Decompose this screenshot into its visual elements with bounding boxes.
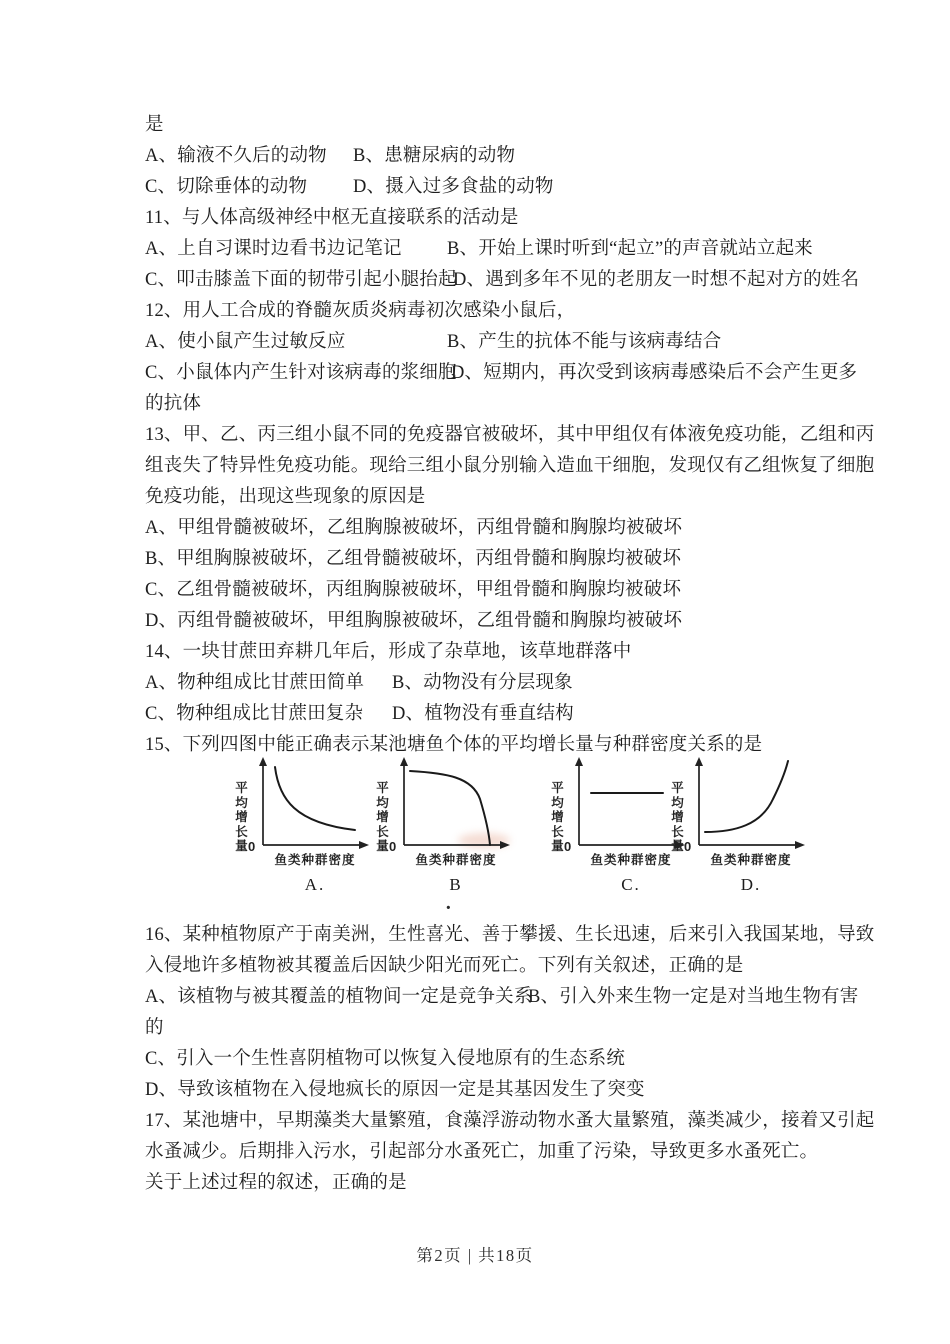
text-line bbox=[145, 575, 850, 606]
graph-axes bbox=[685, 757, 809, 853]
graph-option-letter: D. bbox=[740, 875, 762, 894]
text-line bbox=[145, 920, 875, 951]
text-segment: A、使小鼠产生过敏反应 bbox=[145, 332, 346, 352]
text-segment: 的 bbox=[145, 1018, 164, 1038]
text-line bbox=[145, 544, 850, 575]
graph-x-axis-label: 鱼类种群密度 bbox=[274, 853, 356, 867]
text-line bbox=[145, 1137, 850, 1168]
text-line bbox=[145, 234, 850, 265]
text-segment: D、导致该植物在入侵地疯长的原因一定是其基因发生了突变 bbox=[145, 1080, 645, 1100]
graph-cell-D bbox=[670, 757, 810, 895]
graph-curve-increasing bbox=[705, 761, 788, 832]
text-line bbox=[145, 327, 850, 358]
graph-option-letter: C. bbox=[621, 875, 641, 894]
text-segment: 的抗体 bbox=[145, 394, 202, 414]
graph-origin-label: 0 bbox=[564, 839, 572, 854]
question-15-graphs-row bbox=[230, 757, 855, 919]
text-segment: B、产生的抗体不能与该病毒结合 bbox=[447, 332, 722, 352]
text-segment: B、动物没有分层现象 bbox=[392, 673, 573, 693]
text-segment: C、引入一个生性喜阴植物可以恢复入侵地原有的生态系统 bbox=[145, 1049, 626, 1069]
text-block-questions-10-15 bbox=[145, 110, 875, 761]
text-segment: B、甲组胸腺被破坏，乙组骨髓被破坏，丙组骨髓和胸腺均被破坏 bbox=[145, 549, 682, 569]
graph-plot-area bbox=[390, 757, 514, 895]
text-segment: 13、甲、乙、丙三组小鼠不同的免疫器官被破坏，其中甲组仅有体液免疫功能，乙组和丙 bbox=[145, 425, 875, 445]
text-line bbox=[145, 451, 875, 482]
text-segment: D、植物没有垂直结构 bbox=[392, 704, 574, 724]
text-line bbox=[145, 265, 860, 296]
graph-origin-label: 0 bbox=[389, 839, 397, 854]
text-line bbox=[145, 1044, 850, 1075]
graph-plot-area bbox=[685, 757, 809, 895]
text-segment: C、切除垂体的动物 bbox=[145, 177, 308, 197]
graph-cell-A bbox=[234, 757, 374, 895]
text-line bbox=[145, 699, 850, 730]
text-segment: 16、某种植物原产于南美洲，生性喜光、善于攀援、生长迅速，后来引入我国某地，导致 bbox=[145, 925, 875, 945]
graph-curve-decreasing bbox=[275, 767, 355, 830]
graph-plot-area bbox=[249, 757, 373, 895]
graph-axes bbox=[390, 757, 514, 853]
text-segment: A、甲组骨髓被破坏，乙组胸腺被破坏，丙组骨髓和胸腺均被破坏 bbox=[145, 518, 683, 538]
graph-x-axis-label: 鱼类种群密度 bbox=[590, 853, 672, 867]
graph-y-axis-label: 平 均 增 长 量 bbox=[235, 781, 248, 853]
text-line bbox=[145, 358, 858, 389]
graph-cell-C bbox=[550, 757, 690, 895]
text-line bbox=[145, 141, 850, 172]
text-segment: 11、与人体高级神经中枢无直接联系的活动是 bbox=[145, 208, 519, 228]
text-line bbox=[145, 482, 850, 513]
text-segment: 入侵地许多植物被其覆盖后因缺少阳光而死亡。下列有关叙述，正确的是 bbox=[145, 956, 744, 976]
text-line bbox=[145, 389, 850, 420]
text-block-questions-16-17 bbox=[145, 920, 875, 1199]
text-segment: 组丧失了特异性免疫功能。现给三组小鼠分别输入造血干细胞，发现仅有乙组恢复了细胞 bbox=[145, 456, 875, 476]
graph-y-axis-label: 平 均 增 长 量 bbox=[376, 781, 389, 853]
text-line bbox=[145, 951, 850, 982]
text-segment: B、引入外来生物一定是对当地生物有害 bbox=[528, 987, 859, 1007]
graph-axes bbox=[249, 757, 373, 853]
text-segment: D、丙组骨髓被破坏，甲组胸腺被破坏，乙组骨髓和胸腺均被破坏 bbox=[145, 611, 683, 631]
text-line bbox=[145, 982, 859, 1013]
text-segment: 免疫功能，出现这些现象的原因是 bbox=[145, 487, 426, 507]
text-segment: 水蚤减少。后期排入污水，引起部分水蚤死亡，加重了污染，导致更多水蚤死亡。 bbox=[145, 1142, 819, 1162]
graph-option-letter: A. bbox=[304, 875, 326, 894]
graph-y-axis-label: 平 均 增 长 量 bbox=[671, 781, 684, 853]
text-line bbox=[145, 110, 850, 141]
graph-origin-label: 0 bbox=[684, 839, 692, 854]
stray-dot-mark: · bbox=[445, 897, 452, 919]
text-segment: C、小鼠体内产生针对该病毒的浆细胞 bbox=[145, 363, 457, 383]
text-segment: 14、一块甘蔗田弃耕几年后，形成了杂草地，该草地群落中 bbox=[145, 642, 632, 662]
graph-option-letter: B bbox=[449, 875, 463, 894]
page-footer: 第2页 | 共18页 bbox=[416, 1246, 534, 1265]
text-line bbox=[145, 172, 850, 203]
text-segment: 关于上述过程的叙述，正确的是 bbox=[145, 1173, 407, 1193]
text-line bbox=[145, 668, 850, 699]
text-segment: 17、某池塘中，早期藻类大量繁殖，食藻浮游动物水蚤大量繁殖，藻类减少，接着又引起 bbox=[145, 1111, 875, 1131]
graph-x-axis-label: 鱼类种群密度 bbox=[415, 853, 497, 867]
text-segment: A、上自习课时边看书边记笔记 bbox=[145, 239, 402, 259]
text-segment: C、乙组骨髓被破坏，丙组胸腺被破坏，甲组骨髓和胸腺均被破坏 bbox=[145, 580, 682, 600]
text-line bbox=[145, 637, 850, 668]
text-segment: B、患糖尿病的动物 bbox=[353, 146, 516, 166]
graph-y-axis-label: 平 均 增 长 量 bbox=[551, 781, 564, 853]
text-segment: A、物种组成比甘蔗田简单 bbox=[145, 673, 365, 693]
graph-origin-label: 0 bbox=[248, 839, 256, 854]
text-segment: C、物种组成比甘蔗田复杂 bbox=[145, 704, 364, 724]
text-line bbox=[145, 296, 850, 327]
graph-curve-plateau_drop bbox=[410, 771, 490, 845]
graph-x-axis-label: 鱼类种群密度 bbox=[710, 853, 792, 867]
text-segment: D、遇到多年不见的老朋友一时想不起对方的姓名 bbox=[453, 270, 860, 290]
text-line bbox=[145, 1013, 850, 1044]
text-line bbox=[145, 606, 850, 637]
text-line bbox=[145, 513, 850, 544]
text-segment: 15、下列四图中能正确表示某池塘鱼个体的平均增长量与种群密度关系的是 bbox=[145, 735, 763, 755]
text-segment: D、摄入过多食盐的动物 bbox=[353, 177, 554, 197]
text-segment: A、该植物与被其覆盖的植物间一定是竞争关系 bbox=[145, 987, 533, 1007]
text-segment: C、叩击膝盖下面的韧带引起小腿抬起 bbox=[145, 270, 457, 290]
text-line bbox=[145, 1075, 850, 1106]
graph-cell-B bbox=[375, 757, 515, 895]
text-segment: 12、用人工合成的脊髓灰质炎病毒初次感染小鼠后， bbox=[145, 301, 576, 321]
text-segment: A、输液不久后的动物 bbox=[145, 146, 327, 166]
text-line bbox=[145, 1106, 875, 1137]
text-segment: B、开始上课时听到“起立”的声音就站立起来 bbox=[447, 239, 813, 259]
text-segment: D、短期内，再次受到该病毒感染后不会产生更多 bbox=[451, 363, 858, 383]
text-line bbox=[145, 203, 850, 234]
text-line bbox=[145, 1168, 850, 1199]
text-segment: 是 bbox=[145, 115, 164, 135]
text-line bbox=[145, 420, 875, 451]
